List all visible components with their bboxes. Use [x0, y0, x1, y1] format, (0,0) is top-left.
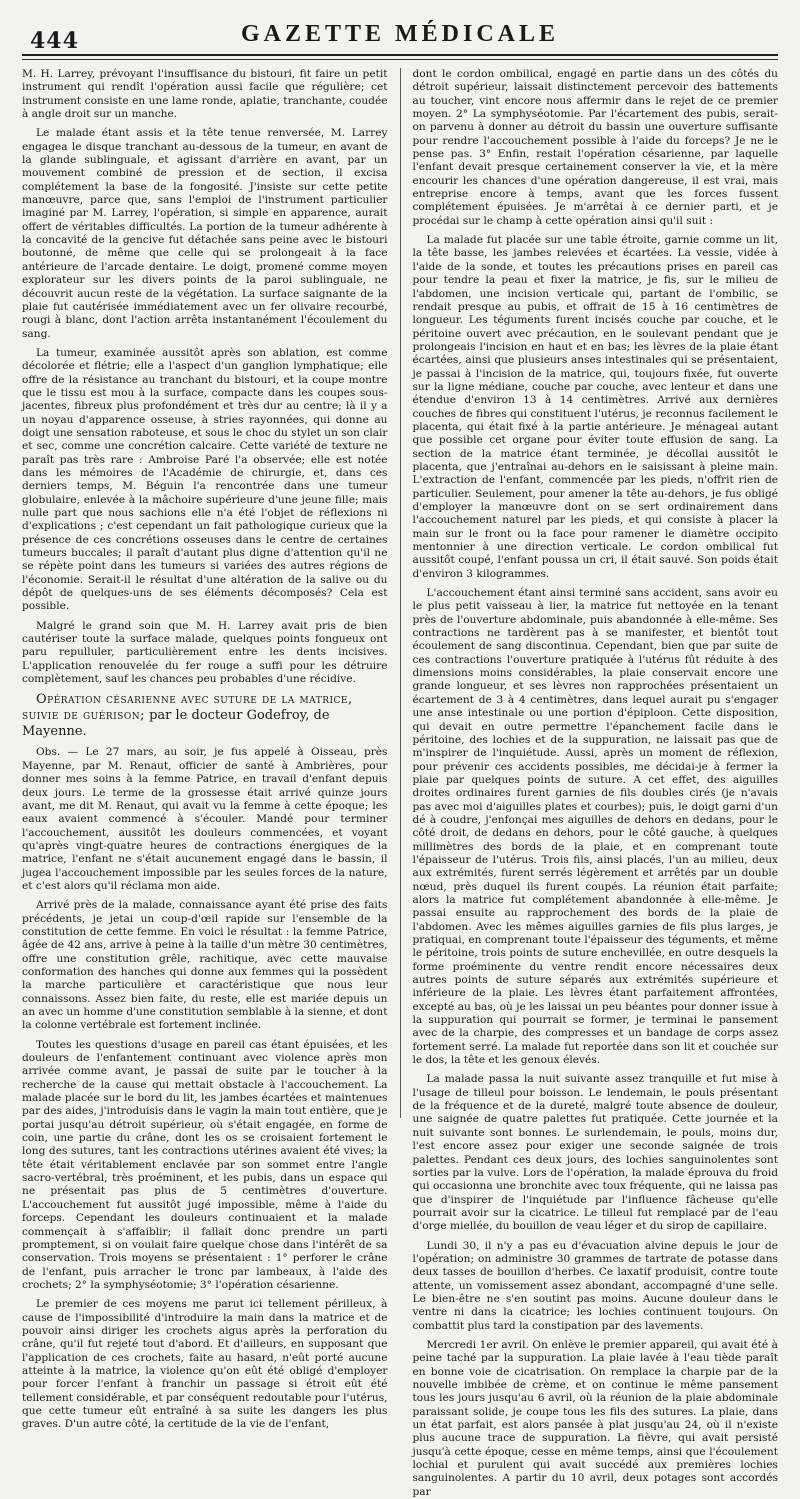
- left-column: [22, 68, 388, 1431]
- column-divider: [400, 68, 401, 1118]
- page-number: 444: [30, 28, 79, 54]
- article-title-caps: Opération césarienne avec suture de la matrice, suivie de guérison;: [22, 692, 353, 724]
- paragraph: Le premier de ces moyens me parut ici tellement périlleux, à cause de l'impossibilité d'introduire la main dans la matrice et de pouvoir ainsi diriger les crochets aigus après la perforation du crâne, qu'il fut rejeté tout d'abord. Et d'ailleurs, en supposant que l'application de ces crochets, faite au hasard, n'eût porté aucune atteinte à la matrice, la violence qu'on eût été obligé d'employer pour forcer l'enfant à franchir un passage si étroit eût été tellement considérable, et par conséquent redoutable pour l'utérus, que cette tumeur eût entraîné à sa suite les dangers les plus graves. D'un autre côté, la certitude de la vie de l'enfant,: [22, 1298, 388, 1431]
- paragraph: Lundi 30, il n'y a pas eu d'évacuation alvine depuis le jour de l'opération; on administre 30 grammes de tartrate de potasse dans deux tasses de bouillon d'herbes. Ce laxatif produisit, contre toute attente, un vomissement assez abondant, accompagné d'une selle. Le bien-être ne s'en soutint pas moins. Aucune douleur dans le ventre ni dans la cicatrice; les lochies continuent toujours. On combattit plus tard la constipation par des lavements.: [412, 1239, 778, 1332]
- paragraph: La malade passa la nuit suivante assez tranquille et fut mise à l'usage de tilleul pour boisson. Le lendemain, le pouls présentant de la fréquence et de la dureté, malgré toute absence de douleur, une saignée de quatre palettes fut pratiquée. Cette journée et la nuit suivante sont bonnes. Le surlendemain, le pouls, moins dur, l'est encore assez pour exiger une seconde saignée de trois palettes. Pendant ces deux jours, des lochies sanguinolentes sont sorties par la vulve. Lors de l'opération, la malade éprouva du froid qui occasionna une bronchite avec toux fréquente, qui ne laissa pas que d'inspirer de l'inquiétude par l'influence fâcheuse qu'elle pourrait avoir sur la cicatrice. Le tilleul fut remplacé par de l'eau d'orge miellée, du bouillon de veau léger et du sirop de capillaire.: [412, 1073, 778, 1233]
- paragraph: M. H. Larrey, prévoyant l'insuffisance du bistouri, fit faire un petit instrument qui rendît l'opération aussi facile que régulière; cet instrument consiste en une lame ronde, aplatie, tranchante, coudée à angle droit sur un manche.: [22, 68, 388, 121]
- paragraph: Toutes les questions d'usage en pareil cas étant épuisées, et les douleurs de l'enfantement continuant avec violence après mon arrivée comme avant, je passai de suite par le toucher à la recherche de la cause qui mettait obstacle à l'accouchement. La malade placée sur le bord du lit, les jambes écartées et maintenues par des aides, j'introduisis dans le vagin la main tout entière, que je portai jusqu'au détroit supérieur, où s'était engagée, en forme de coin, une partie du crâne, dont les os se croisaient fortement le long des sutures, tant les contractions utérines avaient été vives; la tête était véritablement enclavée par son sommet entre l'angle sacro-vertébral, très proéminent, et les pubis, dans un espace qui ne présentait pas plus de 5 centimètres d'ouverture. L'accouchement fut aussitôt jugé impossible, même à l'aide du forceps. Cependant les douleurs continuaient et la malade commençait à s'affaiblir; il fallait donc prendre un parti promptement, si on voulait faire quelque chose dans l'intérêt de sa conservation. Trois moyens se présentaient : 1° perforer le crâne de l'enfant, puis arracher le tronc par lambeaux, à l'aide des crochets; 2° la symphyséotomie; 3° l'opération césarienne.: [22, 1038, 388, 1291]
- paragraph: Mercredi 1er avril. On enlève le premier appareil, qui avait été à peine taché par la suppuration. La plaie lavée à l'eau tiède paraît en bonne voie de cicatrisation. On remplace la charpie par de la nouvelle imbibée de crème, et on continue le même pansement tous les jours jusqu'au 6 avril, où la réunion de la plaie abdominale paraissant solide, je coupe tous les fils des sutures. La plaie, dans un état parfait, est alors pansée à plat jusqu'au 24, où il n'existe plus aucune trace de suppuration. La fièvre, qui avait persisté jusqu'à cette époque, cesse en même temps, ainsi que l'écoulement lochial et purulent qui avait succédé aux premières lochies sanguinolentes. A partir du 10 avril, deux potages sont accordés par: [412, 1338, 778, 1498]
- article-columns: [22, 68, 778, 1498]
- header-rule: [22, 59, 778, 60]
- paragraph: dont le cordon ombilical, engagé en partie dans un des côtés du détroit supérieur, laissait distinctement percevoir des battements au toucher, vint encore nous affermir dans le rejet de ce premier moyen. 2° La symphyséotomie. Par l'écartement des pubis, serait-on parvenu à donner au détroit du bassin une ouverture suffisante pour rendre l'accouchement possible à l'aide du forceps? Je ne le pense pas. 3° Enfin, restait l'opération césarienne, par laquelle l'enfant devait presque certainement conserver la vie, et la mère encourir les chances d'une opération dangereuse, il est vrai, mais entreprise encore à temps, avant que les forces fussent complétement épuisées. Je m'arrêtai à ce dernier parti, et je procédai sur le champ à cette opération ainsi qu'il suit :: [412, 68, 778, 227]
- article-title: [22, 692, 388, 740]
- paragraph: Obs. — Le 27 mars, au soir, je fus appelé à Oisseau, près Mayenne, par M. Renaut, officier de santé à Ambrières, pour donner mes soins à la femme Patrice, en travail d'enfant depuis deux jours. Le terme de la grossesse était arrivé quinze jours avant, me dit M. Renaut, qui avait vu la femme à cette époque; les eaux avaient commencé à s'écouler. Mandé pour terminer l'accouchement, aussitôt les douleurs commencées, et voyant qu'après vingt-quatre heures de contractions énergiques de la matrice, l'enfant ne s'était aucunement engagé dans le bassin, il jugea l'accouchement impossible par les seules forces de la nature, et c'est alors qu'il réclama mon aide.: [22, 746, 388, 892]
- article-title-rest: par le docteur Godefroy, de Mayenne.: [22, 708, 330, 740]
- paragraph: Malgré le grand soin que M. H. Larrey avait pris de bien cautériser toute la surface malade, quelques points fongueux ont paru repulluler, particulièrement entre les dents incisives. L'application renouvelée du fer rouge a suffi pour les détruire complètement, sauf les chances peu probables d'une récidive.: [22, 619, 388, 686]
- paragraph: L'accouchement étant ainsi terminé sans accident, sans avoir eu le plus petit vaisseau à lier, la matrice fut nettoyée en la tenant près de l'ouverture abdominale, puis abandonnée à elle-même. Ses contractions ne tardèrent pas à se manifester, et bientôt tout écoulement de sang discontinua. Cependant, bien que par suite de ces contractions l'ouverture pratiquée à l'utérus fût réduite à des dimensions moins considérables, la plaie conservait encore une grande longueur, et ses lèvres non rapprochées présentaient un écartement de 3 à 4 centimètres, dans lequel aurait pu s'engager une anse intestinale ou une portion d'épiploon. Cette disposition, qui devait en outre permettre l'épanchement facile dans le péritoine, des lochies et de la suppuration, ne laissait pas que de m'inspirer de l'inquiétude. Aussi, après un moment de réflexion, pour prévenir ces accidents possibles, me décidai-je à fermer la plaie par quelques points de suture. A cet effet, des aiguilles droites ordinaires furent garnies de fils doubles cirés (je n'avais pas avec moi d'aiguilles plates et courbes); puis, le doigt garni d'un dé à coudre, j'enfonçai mes aiguilles de dehors en dedans, pour le côté droit, de dedans en dehors, pour le côté gauche, à quelques millimètres des bords de la plaie, et en comprenant toute l'épaisseur de l'utérus. Trois fils, ainsi placés, l'un au milieu, deux aux extrémités, furent serrés légèrement et arrêtés par un double nœud, près duquel ils furent coupés. La réunion était parfaite; alors la matrice fut complétement abandonnée à elle-même. Je passai ensuite au rapprochement des bords de la plaie de l'abdomen. Avec les mêmes aiguilles garnies de fils plus larges, je pratiquai, en comprenant toute l'épaisseur des téguments, et même le péritoine, trois points de suture enchevillée, en outre desquels la forme proéminente du ventre rendit encore nécessaires deux autres points de suture séparés aux extrémités supérieure et inférieure de la plaie. Les lèvres étant parfaitement affrontées, excepté au bas, où je les laissai un peu béantes pour donner issue à la suppuration qui pourrait se former, je terminai le pansement avec de la charpie, des compresses et un bandage de corps assez fortement serré. La malade fut reportée dans son lit et couchée sur le dos, la tête et les genoux élevés.: [412, 587, 778, 1067]
- journal-title: GAZETTE MÉDICALE: [240, 20, 560, 47]
- paragraph: La tumeur, examinée aussitôt après son ablation, est comme décolorée et flétrie; elle a l'aspect d'un ganglion lymphatique; elle offre de la résistance au tranchant du bistouri, et la coupe montre que le tissu est mou à la surface, compacte dans les coupes sous-jacentes, fibreux plus profondément et très dur au centre; là il y a un noyau d'apparence osseuse, à stries rayonnées, qui donne au doigt une sensation raboteuse, et sous le choc du stylet un son clair et sec, comme une concrétion calcaire. Cette variété de texture ne paraît pas très rare : Ambroise Paré l'a observée; elle est notée dans les mémoires de l'Académie de chirurgie, et, dans ces derniers temps, M. Béguin l'a rencontrée dans une tumeur globulaire, enlevée à la mâchoire supérieure d'une jeune fille; mais nulle part que nous sachions elle n'a été l'objet de réflexions ni d'explications ; c'est cependant un fait pathologique curieux que la présence de ces concrétions osseuses dans le centre de certaines tumeurs buccales; il paraît d'autant plus digne d'attention qu'il ne se répète point dans les tumeurs si variées des autres régions de l'économie. Serait-il le résultat d'une altération de la salive ou du dépôt de quelques-uns de ses éléments décomposés? Cela est possible.: [22, 346, 388, 613]
- paragraph: Le malade étant assis et la tête tenue renversée, M. Larrey engagea le disque tranchant au-dessous de la tumeur, en avant de la glande sublinguale, et agissant d'arrière en avant, par un mouvement combiné de pression et de section, il excisa complétement la base de la fongosité. J'insiste sur cette petite manœuvre, parce que, sans l'emploi de l'instrument particulier imaginé par M. Larrey, l'opération, si simple en apparence, aurait offert de véritables difficultés. La portion de la tumeur adhérente à la concavité de la gencive fut détachée sans peine avec le bistouri boutonné, de même que celle qui se prolongeait à la face antérieure de l'arcade dentaire. Le doigt, promené comme moyen explorateur sur les divers points de la paroi sublinguale, ne découvrit aucun reste de la végétation. La surface saignante de la plaie fut cautérisée immédiatement avec un fer olivaire recourbé, rougi à blanc, dont l'action arrêta instantanément l'écoulement du sang.: [22, 127, 388, 340]
- page-header: [22, 14, 778, 56]
- paragraph: La malade fut placée sur une table étroite, garnie comme un lit, la tête basse, les jambes relevées et écartées. La vessie, vidée à l'aide de la sonde, et toutes les précautions prises en pareil cas pour tendre la peau et fixer la matrice, je fis, sur le milieu de l'abdomen, une incision verticale qui, partant de l'ombilic, se rendait presque au pubis, et offrait de 15 à 16 centimètres de longueur. Les téguments furent incisés couche par couche, et le péritoine ouvert avec précaution, en le soulevant pendant que je prolongeais l'incision en haut et en bas; les lèvres de la plaie étant écartées, ainsi que plusieurs anses intestinales qui se présentaient, je passai à l'incision de la matrice, qui, toujours fixée, fut ouverte sur la ligne médiane, couche par couche, avec lenteur et dans une étendue d'environ 13 à 14 centimètres. Arrivé aux dernières couches de fibres qui constituent l'utérus, je reconnus facilement le placenta, qui était fixé à la partie antérieure. Je ménageai autant que possible cet organe pour éviter toute effusion de sang. La section de la matrice étant terminée, je décollai aussitôt le placenta, que j'entraînai au-dehors en le saisissant à pleine main. L'extraction de l'enfant, commencée par les pieds, n'offrit rien de particulier. Seulement, pour amener la tête au-dehors, je fus obligé d'employer la manœuvre dont on se sert ordinairement dans l'accouchement naturel par les pieds, et qui consiste à placer la main sur le front ou la face pour ramener le diamètre occipito mentonnier à une direction verticale. Le cordon ombilical fut aussitôt coupé, l'enfant poussa un cri, il était sauvé. Son poids était d'environ 3 kilogrammes.: [412, 234, 778, 580]
- paragraph: Arrivé près de la malade, connaissance ayant été prise des faits précédents, je jetai un coup-d'œil rapide sur l'ensemble de la constitution de cette femme. En voici le résultat : la femme Patrice, âgée de 42 ans, arrive à peine à la taille d'un mètre 30 centimètres, offre une constitution grêle, rachitique, avec cette mauvaise conformation des hanches qui donne aux femmes qui la possèdent la marche particulière et caractéristique que nous leur connaissons. Assez bien faite, du reste, elle est mariée depuis un an avec un homme d'une constitution semblable à la sienne, et dont la colonne vertébrale est fortement inclinée.: [22, 899, 388, 1032]
- right-column: [412, 68, 779, 1498]
